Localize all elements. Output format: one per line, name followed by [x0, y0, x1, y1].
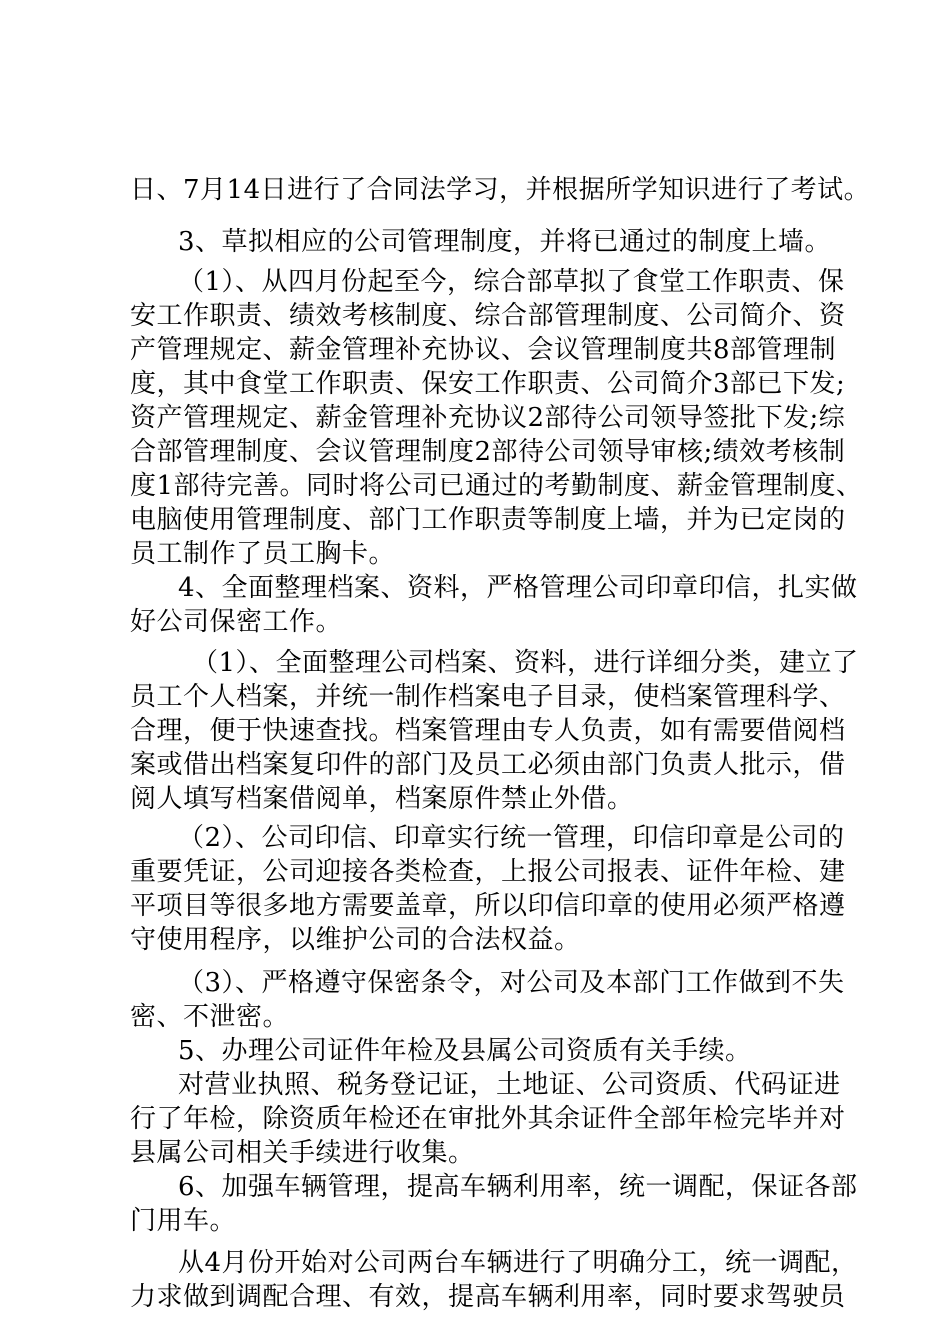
text-line: 安工作职责、绩效考核制度、综合部管理制度、公司简介、资	[130, 301, 846, 331]
text-line: 电脑使用管理制度、部门工作职责等制度上墙，并为已定岗的	[130, 505, 846, 535]
text-line: 阅人填写档案借阅单，档案原件禁止外借。	[130, 784, 634, 814]
text-line: 合部管理制度、会议管理制度2部待公司领导审核;绩效考核制	[130, 437, 846, 467]
text-line: 守使用程序，以维护公司的合法权益。	[130, 925, 581, 955]
section-heading: 3、草拟相应的公司管理制度，并将已通过的制度上墙。	[178, 227, 832, 257]
text-line: 合理，便于快速查找。档案管理由专人负责，如有需要借阅档	[130, 716, 846, 746]
text-line: 密、不泄密。	[130, 1002, 290, 1032]
text-line: 对营业执照、税务登记证，土地证、公司资质、代码证进	[178, 1070, 841, 1100]
text-line: 从4月份开始对公司两台车辆进行了明确分工，统一调配，	[178, 1248, 858, 1278]
text-line: （3）、严格遵守保密条令，对公司及本部门工作做到不失	[178, 968, 845, 998]
text-line: 重要凭证，公司迎接各类检查，上报公司报表、证件年检、建	[130, 857, 846, 887]
text-line: 日、7月14日进行了合同法学习，并根据所学知识进行了考试。	[130, 175, 871, 205]
text-line: 资产管理规定、薪金管理补充协议2部待公司领导签批下发;综	[130, 403, 846, 433]
text-line: （1）、全面整理公司档案、资料，进行详细分类，建立了	[192, 648, 859, 678]
text-line: 平项目等很多地方需要盖章，所以印信印章的使用必须严格遵	[130, 891, 846, 921]
text-line: 案或借出档案复印件的部门及员工必须由部门负责人批示，借	[130, 750, 846, 780]
text-line: 门用车。	[130, 1206, 237, 1236]
text-line: （1）、从四月份起至今，综合部草拟了食堂工作职责、保	[178, 267, 845, 297]
text-line: 产管理规定、薪金管理补充协议、会议管理制度共8部管理制	[130, 335, 837, 365]
section-heading: 6、加强车辆管理，提高车辆利用率，统一调配，保证各部	[178, 1172, 858, 1202]
text-line: 员工制作了员工胸卡。	[130, 539, 396, 569]
text-line: 度，其中食堂工作职责、保安工作职责、公司简介3部已下发;	[130, 369, 846, 399]
section-heading: 5、办理公司证件年检及县属公司资质有关手续。	[178, 1036, 752, 1066]
text-line: 度1部待完善。同时将公司已通过的考勤制度、薪金管理制度、	[130, 471, 863, 501]
text-line: 力求做到调配合理、有效，提高车辆利用率，同时要求驾驶员	[130, 1282, 846, 1312]
text-line: 县属公司相关手续进行收集。	[130, 1138, 475, 1168]
text-line: 员工个人档案，并统一制作档案电子目录，使档案管理科学、	[130, 682, 846, 712]
text-line: （2）、公司印信、印章实行统一管理，印信印章是公司的	[178, 823, 845, 853]
text-line: 行了年检，除资质年检还在审批外其余证件全部年检完毕并对	[130, 1104, 846, 1134]
text-line: 好公司保密工作。	[130, 607, 343, 637]
section-heading: 4、全面整理档案、资料，严格管理公司印章印信，扎实做	[178, 573, 858, 603]
